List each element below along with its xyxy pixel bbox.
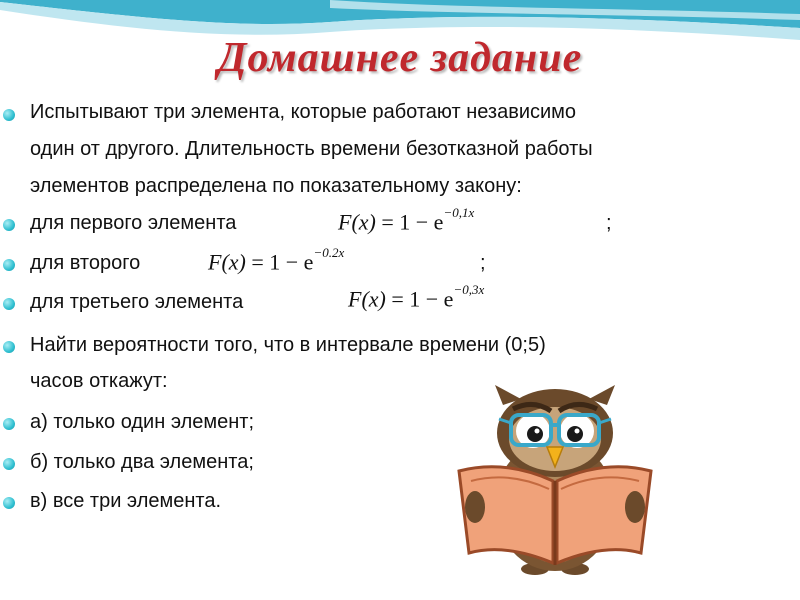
intro-line: Испытывают три элемента, которые работают независимо: [30, 101, 577, 123]
formula-rhs: = 1 − e: [375, 209, 444, 235]
formula-lhs: F(x): [338, 209, 376, 235]
bullet-dot: [3, 298, 15, 310]
intro-line: элементов распределена по показательному закону:: [30, 175, 522, 197]
first-formula: [338, 205, 475, 235]
bullet-dot: [3, 497, 15, 509]
option-c: в) все три элемента.: [30, 490, 222, 512]
second-element-label: для второго: [30, 252, 141, 274]
bullet-dot: [3, 219, 15, 231]
option-b: б) только два элемента;: [30, 451, 254, 473]
formula-lhs: F(x): [348, 286, 386, 312]
formula-exponent: −0,3x: [453, 282, 485, 297]
third-element-label: для третьего элемента: [30, 291, 244, 313]
second-formula: [208, 245, 345, 275]
first-element-label: для первого элемента: [30, 212, 237, 234]
option-a: а) только один элемент;: [30, 411, 255, 433]
formula-lhs: F(x): [208, 249, 246, 275]
bullet-dot: [3, 341, 15, 353]
bullet-dot: [3, 109, 15, 121]
bullet-dot: [3, 458, 15, 470]
slide-title: Домашнее задание: [217, 35, 583, 81]
formula-exponent: −0,1x: [443, 205, 475, 220]
formula-exponent: −0.2x: [313, 245, 345, 260]
second-end: ;: [480, 252, 486, 274]
third-formula: [348, 282, 485, 312]
formula-rhs: = 1 − e: [385, 286, 454, 312]
bullet-dot: [3, 418, 15, 430]
question-line: Найти вероятности того, что в интервале времени (0;5): [30, 334, 546, 356]
bullet-dot: [3, 259, 15, 271]
question-line: часов откажут:: [30, 370, 168, 392]
formula-rhs: = 1 − e: [245, 249, 314, 275]
first-end: ;: [606, 212, 612, 234]
intro-line: один от другого. Длительность времени безотказной работы: [30, 138, 593, 160]
owl-reading-book-icon: [455, 385, 655, 580]
